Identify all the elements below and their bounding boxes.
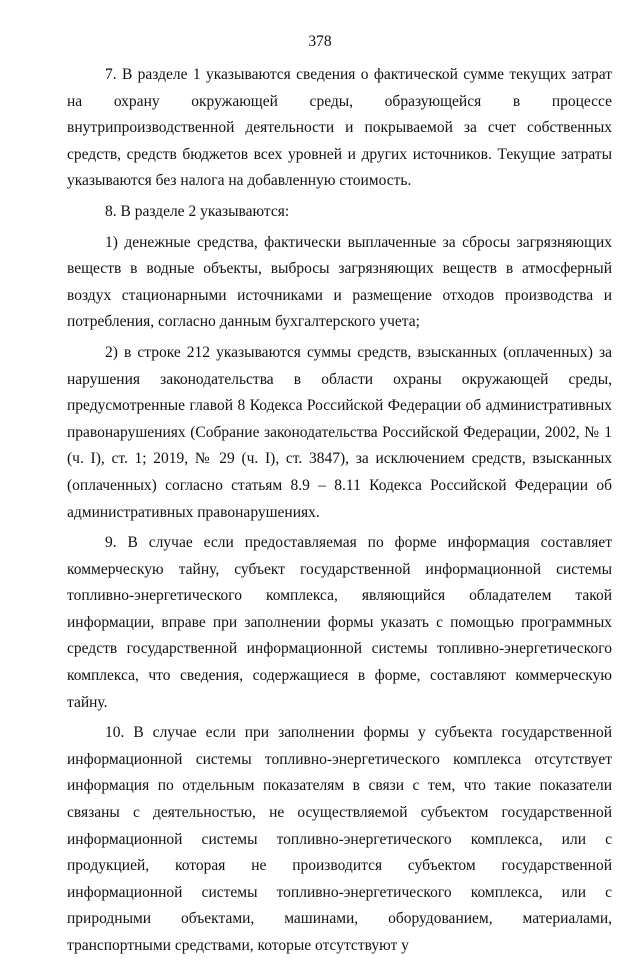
page-number: 378	[308, 33, 332, 50]
paragraph-9: 9. В случае если предоставляемая по форме информация составляет коммерческую тайну, субъект государственной информационной системы топливно-энергетического комплекса, являющийся обладателем такой информации, вправе при заполнении формы указать с помощью программных средств государственной информационной системы топливно-энергетического комплекса, что сведения, содержащиеся в форме, составляют коммерческую тайну.	[67, 534, 612, 711]
paragraph-8-item-2: 2) в строке 212 указываются суммы средств, взысканных (оплаченных) за нарушения законодательства в области охраны окружающей среды, предусмотренные главой 8 Кодекса Российской Федерации об административных правонарушениях (Собрание законодательства Российской Федерации, 2002, № 1 (ч. I), ст. 1; 2019, № 29 (ч. I), ст. 3847), за исключением средств, взысканных (оплаченных) согласно статьям 8.9 – 8.11 Кодекса Российской Федерации об административных правонарушениях.	[67, 343, 612, 521]
paragraph-7: 7. В разделе 1 указываются сведения о фактической сумме текущих затрат на охрану окружающей среды, образующейся в процессе внутрипроизводственной деятельности и покрываемой за счет собственных средств, средств бюджетов всех уровней и других источников. Текущие затраты указываются без налога на добавленную стоимость.	[67, 66, 612, 190]
paragraph-8-item-1: 1) денежные средства, фактически выплаченные за сбросы загрязняющих веществ в водные объекты, выбросы загрязняющих веществ в атмосферный воздух стационарными источниками и размещение отходов производства и потребления, согласно данным бухгалтерского учета;	[67, 233, 612, 331]
paragraph-8: 8. В разделе 2 указываются:	[105, 202, 290, 220]
paragraph-10: 10. В случае если при заполнении формы у субъекта государственной информационной системы топливно-энергетического комплекса отсутствует информация по отдельным показателям в связи с тем, что такие показатели связаны с деятельностью, не осуществляемой субъектом государственной информационной системы топливно-энергетического комплекса, или с продукцией, которая не производится субъектом государственной информационной системы топливно-энергетического комплекса, или с природными объектами, машинами, оборудованием, материалами, транспортными средствами, которые отсутствуют у	[67, 724, 612, 954]
document-body	[67, 62, 612, 960]
